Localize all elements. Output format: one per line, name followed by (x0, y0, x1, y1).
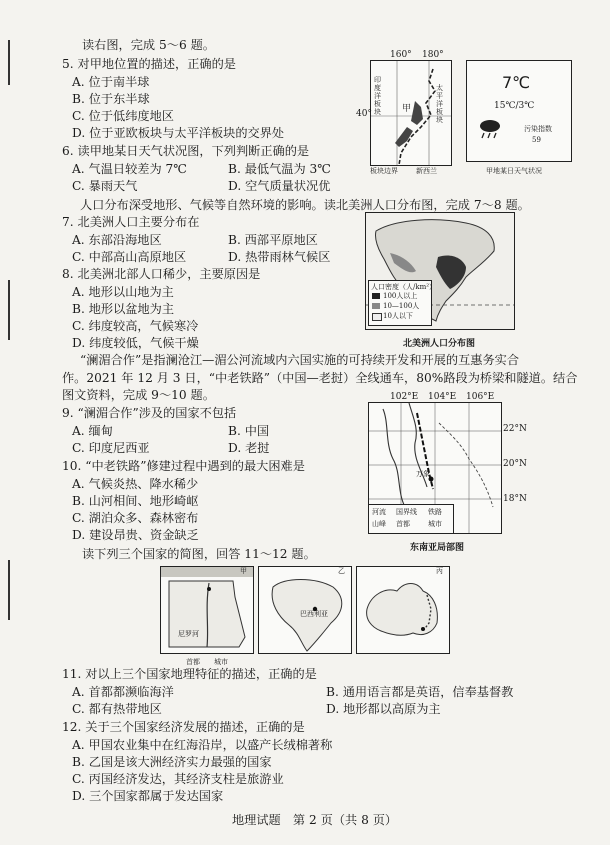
intro-9-10-line-2: 作。2021 年 12 月 3 日，“中老铁路”（中国—老挝）全线通车，80%路段为桥梁和隧道。结合 (62, 371, 578, 385)
legend-plate-boundary: 板块边界 (370, 167, 398, 175)
q9-option-d[interactable]: D. 老挝 (228, 441, 270, 455)
q12-option-c[interactable]: C. 丙国经济发达，其经济支柱是旅游业 (72, 772, 284, 786)
q7-option-a[interactable]: A. 东部沿海地区 (72, 233, 162, 247)
binding-mark (8, 40, 10, 85)
q6-option-b[interactable]: B. 最低气温为 3℃ (228, 162, 331, 176)
q12-option-b[interactable]: B. 乙国是该大洲经济实力最强的国家 (72, 755, 272, 769)
country-label-yi: 乙 (338, 567, 345, 575)
plate-lat: 40° (356, 109, 372, 119)
intro-11-12: 读下列三个国家的简图，回答 11～12 题。 (82, 547, 316, 561)
intro-7-8: 人口分布深受地形、气候等自然环境的影响。读北美洲人口分布图，完成 7～8 题。 (80, 198, 530, 212)
q11-option-b[interactable]: B. 通用语言都是英语，信奉基督教 (326, 685, 514, 699)
country-label-bing: 丙 (436, 567, 443, 575)
q9-option-c[interactable]: C. 印度尼西亚 (72, 441, 150, 455)
legend-new-zealand: 新西兰 (416, 167, 437, 175)
q8-option-d[interactable]: D. 纬度较低，气候干燥 (72, 336, 199, 350)
q6-option-d[interactable]: D. 空气质量状况优 (228, 179, 331, 193)
sea-legend-city: 城市 (428, 520, 442, 528)
q8-option-c[interactable]: C. 纬度较高，气候寒冷 (72, 319, 199, 333)
q8-stem: 8. 北美洲北部人口稀少，主要原因是 (62, 267, 261, 281)
na-map-caption: 北美洲人口分布图 (403, 339, 476, 349)
q10-option-c[interactable]: C. 湖泊众多、森林密布 (72, 511, 199, 525)
binding-mark (8, 280, 10, 340)
brasilia-label: 巴西利亚 (300, 610, 328, 618)
q5-option-c[interactable]: C. 位于低纬度地区 (72, 109, 174, 123)
sea-legend-capital: 首都 (396, 520, 410, 528)
q12-option-a[interactable]: A. 甲国农业集中在红海沿岸，以盛产长绒棉著称 (72, 738, 333, 752)
sea-lat-3: 18°N (503, 494, 527, 504)
sea-map-caption: 东南亚局部图 (410, 543, 465, 553)
q12-option-d[interactable]: D. 三个国家都属于发达国家 (72, 789, 224, 803)
country-map-bing (356, 566, 450, 654)
sea-legend-rail: 铁路 (428, 508, 442, 516)
q12-stem: 12. 关于三个国家经济发展的描述，正确的是 (62, 720, 305, 734)
page-footer: 地理试题 第 2 页（共 8 页） (232, 813, 398, 827)
plate-lon-2: 180° (422, 50, 444, 60)
sea-lat-2: 20°N (503, 459, 527, 469)
na-legend-swatch-mid (372, 303, 380, 309)
q5-option-d[interactable]: D. 位于亚欧板块与太平洋板块的交界处 (72, 126, 285, 140)
q7-option-b[interactable]: B. 西部平原地区 (228, 233, 318, 247)
country-map-bing-drawing (357, 567, 449, 653)
q11-option-c[interactable]: C. 都有热带地区 (72, 702, 162, 716)
binding-mark (8, 560, 10, 620)
na-legend-high: 100人以上 (383, 292, 418, 300)
country-map-jia (160, 566, 254, 654)
intro-9-10-line-1: “澜湄合作”是指澜沧江—湄公河流域内六国实施的可持续开发和开展的互惠务实合 (80, 353, 520, 367)
q9-option-b[interactable]: B. 中国 (228, 424, 270, 438)
na-legend-swatch-low (372, 313, 382, 321)
na-legend-title: 人口密度（人/km²） (371, 283, 437, 291)
q5-stem: 5. 对甲地位置的描述，正确的是 (62, 57, 236, 71)
q9-stem: 9. “澜湄合作”涉及的国家不包括 (62, 406, 237, 420)
sea-legend-peak: 山峰 (372, 520, 386, 528)
plate-label-indo: 印度洋板块 (374, 76, 381, 116)
country-legend-capital: 首都 (186, 658, 200, 666)
q11-stem: 11. 对以上三个国家地理特征的描述，正确的是 (62, 667, 317, 681)
sea-lon-3: 106°E (466, 392, 495, 402)
q6-option-c[interactable]: C. 暴雨天气 (72, 179, 138, 193)
intro-9-10-line-3: 图文资料，完成 9～10 题。 (62, 388, 215, 402)
q8-option-b[interactable]: B. 地形以盆地为主 (72, 302, 175, 316)
q6-option-a[interactable]: A. 气温日较差为 7℃ (72, 162, 187, 176)
q11-option-a[interactable]: A. 首都都濒临海洋 (72, 685, 174, 699)
intro-5-6: 读右图，完成 5～6 题。 (82, 38, 215, 52)
sea-lat-1: 22°N (503, 424, 527, 434)
weather-temp: 7℃ (502, 73, 531, 92)
plate-label-jia: 甲 (402, 104, 412, 114)
rain-cloud-icon (478, 118, 502, 140)
q6-stem: 6. 读甲地某日天气状况图，下列判断正确的是 (62, 144, 310, 158)
na-legend-low: 10人以下 (383, 312, 413, 320)
q7-option-c[interactable]: C. 中部高山高原地区 (72, 250, 187, 264)
country-map-jia-drawing (161, 567, 253, 653)
q9-option-a[interactable]: A. 缅甸 (72, 424, 113, 438)
q10-option-a[interactable]: A. 气候炎热、降水稀少 (72, 477, 199, 491)
q10-option-b[interactable]: B. 山河相间、地形崎岖 (72, 494, 199, 508)
q5-option-b[interactable]: B. 位于东半球 (72, 92, 150, 106)
country-label-jia: 甲 (240, 567, 247, 575)
sea-lon-2: 104°E (428, 392, 457, 402)
aqi-value: 59 (532, 136, 541, 144)
weather-caption: 甲地某日天气状况 (486, 167, 542, 175)
sea-lon-1: 102°E (390, 392, 419, 402)
plate-label-pacific: 太平洋板块 (436, 84, 443, 124)
plate-lon-1: 160° (390, 50, 412, 60)
q10-option-d[interactable]: D. 建设昂贵、资金缺乏 (72, 528, 199, 542)
sea-legend-river: 河流 (372, 508, 386, 516)
weather-range: 15℃/3℃ (494, 101, 535, 111)
nile-label: 尼罗河 (178, 630, 199, 638)
na-legend-mid: 10—100人 (383, 302, 420, 310)
country-legend-city: 城市 (214, 658, 228, 666)
q5-option-a[interactable]: A. 位于南半球 (72, 75, 150, 89)
na-legend-swatch-high (372, 293, 380, 299)
q7-option-d[interactable]: D. 热带雨林气候区 (228, 250, 331, 264)
q10-stem: 10. “中老铁路”修建过程中遇到的最大困难是 (62, 459, 305, 473)
sea-vientiane: 万象 (416, 470, 430, 478)
sea-legend-border: 国界线 (396, 508, 417, 516)
q8-option-a[interactable]: A. 地形以山地为主 (72, 285, 174, 299)
q7-stem: 7. 北美洲人口主要分布在 (62, 215, 200, 229)
aqi-label: 污染指数 (524, 125, 552, 133)
q11-option-d[interactable]: D. 地形都以高原为主 (326, 702, 441, 716)
